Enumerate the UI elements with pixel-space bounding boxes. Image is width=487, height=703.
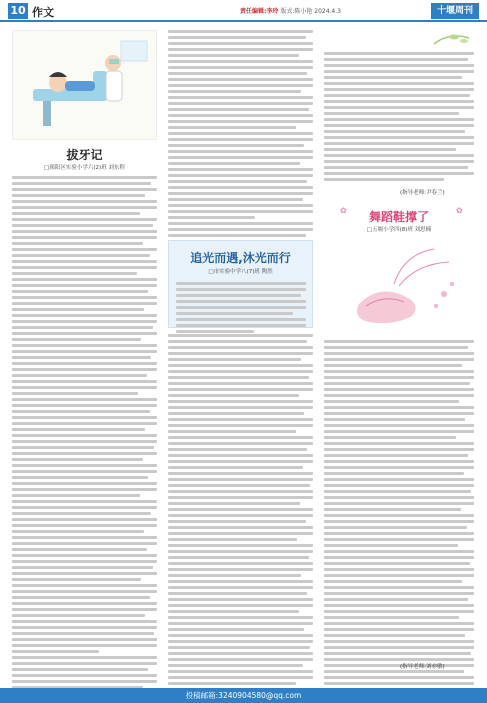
dentist-scene-image xyxy=(13,31,157,140)
article-1-author: □郧阳区实验小学六(2)班 刘东程 xyxy=(44,165,125,171)
article-3-author: □五堰小学四(8)班 刘思楠 xyxy=(366,227,432,233)
editor-meta-rest: 版式:陈小艳 2024.4.3 xyxy=(280,8,341,15)
flower-icon: ✿ xyxy=(340,206,347,215)
article-2-author: □市实验中学八(7)班 陶然 xyxy=(208,269,273,275)
flower-icon: ✿ xyxy=(456,206,463,215)
page-header xyxy=(0,0,487,22)
article-2-body xyxy=(168,334,313,703)
article-2-intro xyxy=(176,282,306,333)
ballet-shoes-image xyxy=(324,234,474,334)
article-3-title: 舞蹈鞋撑了 xyxy=(368,210,429,224)
page-number: 10 xyxy=(8,3,28,19)
top-right-decoration xyxy=(324,30,474,50)
article-3-illustration xyxy=(324,234,474,334)
leaf-decoration-image xyxy=(324,30,474,50)
article-1-title: 拔牙记 xyxy=(66,148,103,162)
article-1-body xyxy=(12,176,157,703)
article-1-illustration xyxy=(12,30,157,140)
footer-submission-email: 投稿邮箱:3240904580@qq.com xyxy=(0,688,487,703)
brand-label: 十堰周刊 xyxy=(431,3,479,19)
article-3-teacher: (指导老师:刘亦敏) xyxy=(400,664,445,670)
section-title: 作文 xyxy=(32,6,54,19)
article-3-body xyxy=(324,340,474,703)
article-2-continued-body xyxy=(324,52,474,181)
editor-meta xyxy=(240,6,341,15)
editor-meta-prefix: 责任编辑:李玲 xyxy=(240,8,279,15)
article-2-title: 追光而遇,沐光而行 xyxy=(190,251,291,265)
article-2-teacher: (指导老师:尹春兰) xyxy=(400,190,445,196)
